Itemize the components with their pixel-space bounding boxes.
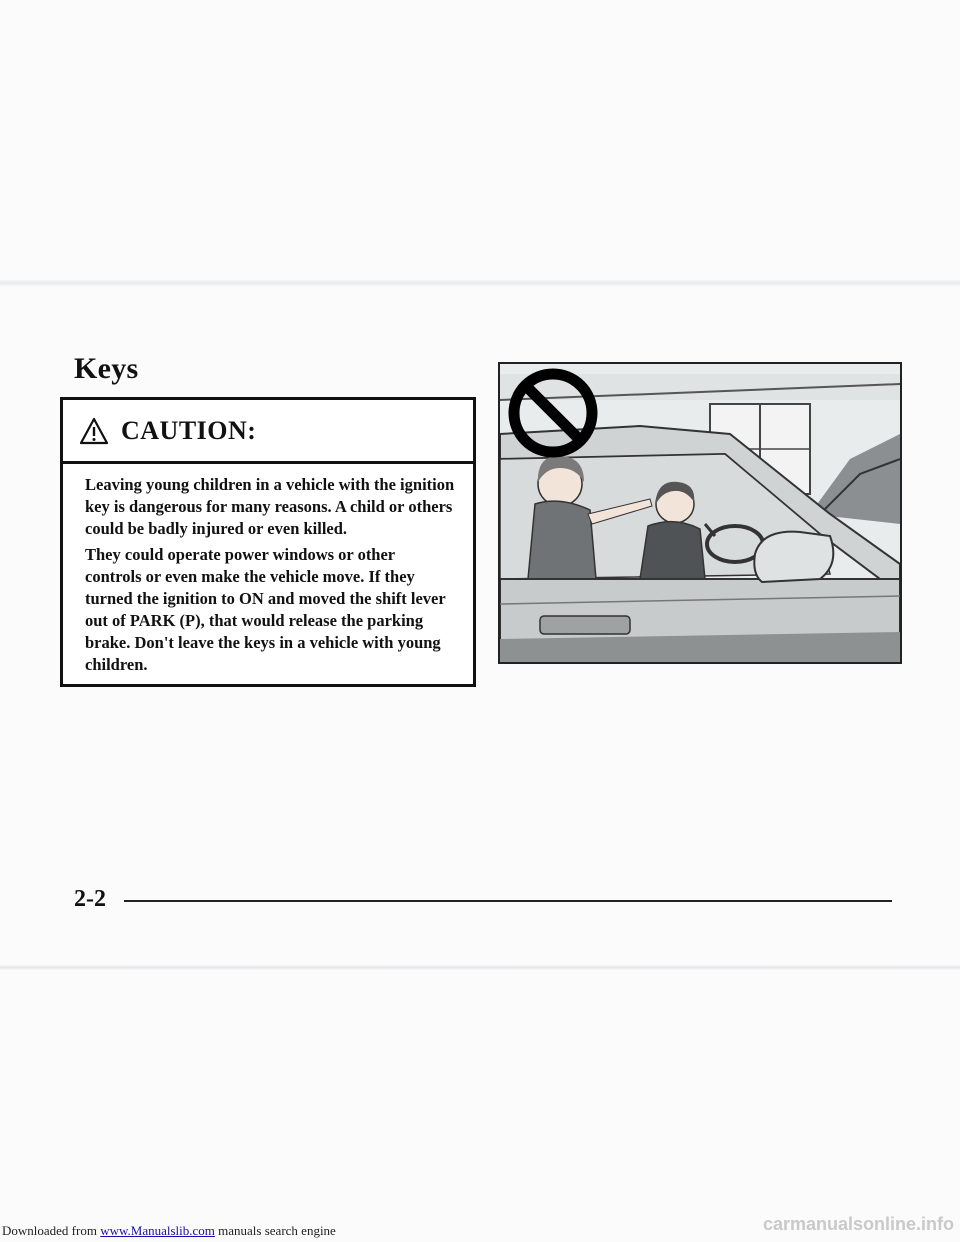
watermark: carmanualsonline.info bbox=[762, 1214, 954, 1234]
footer-prefix: Downloaded from bbox=[2, 1223, 97, 1238]
footer-rule bbox=[124, 900, 892, 902]
scan-band bbox=[0, 965, 960, 970]
page-title: Keys bbox=[74, 352, 139, 385]
scan-band bbox=[0, 280, 960, 286]
caution-paragraph: They could operate power windows or other controls or even make the vehicle move. If they turned the ignition to ON and moved the shift lever out of PARK (P), that would release the parking brake. Don't leave the keys in a vehicle with young children. bbox=[85, 545, 446, 674]
caution-box bbox=[60, 397, 476, 687]
children-in-car-illustration bbox=[498, 362, 902, 664]
caution-header bbox=[63, 400, 473, 464]
caution-heading: CAUTION: bbox=[121, 415, 257, 445]
warning-triangle-icon bbox=[79, 417, 109, 445]
download-footer bbox=[2, 1223, 336, 1239]
prohibition-icon bbox=[508, 368, 598, 458]
manualslib-link[interactable]: www.Manualslib.com bbox=[100, 1223, 215, 1238]
caution-paragraph: Leaving young children in a vehicle with the ignition key is dangerous for many reasons. A child or others could be badly injured or even killed. bbox=[85, 475, 455, 538]
footer-suffix: manuals search engine bbox=[218, 1223, 336, 1238]
caution-body bbox=[63, 464, 473, 676]
page-number: 2-2 bbox=[74, 886, 106, 912]
